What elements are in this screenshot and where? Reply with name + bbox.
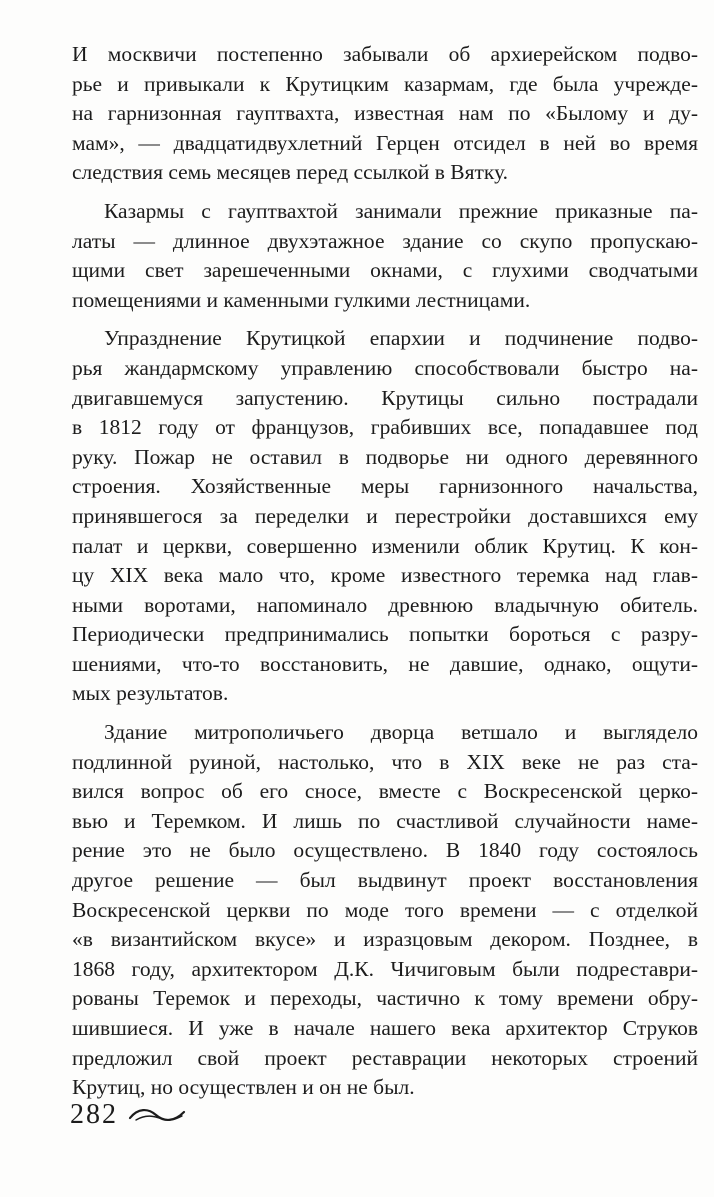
text-line: рье и привыкали к Крутицким казармам, где была учрежде-	[72, 71, 698, 96]
text-line: мых результатов.	[72, 681, 229, 706]
body-text	[72, 40, 698, 1103]
text-line: шениями, что-то восстановить, не давшие, однако, ощути-	[72, 651, 698, 676]
text-line: другое решение — был выдвинут проект восстановления	[72, 868, 698, 893]
text-line: шившиеся. И уже в начале нашего века архитектор Струков	[72, 1016, 698, 1040]
paragraph	[72, 40, 698, 188]
text-line: «в византийском вкусе» и изразцовым декором. Позднее, в	[72, 927, 698, 952]
text-line: Упразднение Крутицкой епархии и подчинение подво-	[104, 326, 698, 351]
text-line: Периодически предпринимались попытки бороться с разру-	[72, 622, 698, 647]
page-footer	[70, 1095, 188, 1135]
text-line: мам», — двадцатидвухлетний Герцен отсидел в ней во время	[72, 130, 698, 155]
text-line: рение это не было осуществлено. В 1840 году состоялось	[72, 838, 698, 863]
paragraph	[72, 324, 698, 709]
text-line: на гарнизонная гауптвахта, известная нам по «Былому и ду-	[72, 101, 698, 126]
text-line: строения. Хозяйственные меры гарнизонного начальства,	[72, 474, 698, 499]
text-line: вился вопрос об его сносе, вместе с Воскресенской церко-	[72, 779, 698, 804]
paragraph	[72, 197, 698, 315]
paragraph-gap	[72, 315, 698, 324]
text-line: Здание митрополичьего дворца ветшало и выглядело	[104, 720, 698, 745]
text-line: в 1812 году от французов, грабивших все, попадавшее под	[72, 415, 698, 440]
text-line: ными воротами, напоминало древнюю владычную обитель.	[72, 592, 698, 617]
text-line: Крутиц, но осуществлен и он не был.	[72, 1075, 415, 1100]
text-line: палат и церкви, совершенно изменили облик Крутиц. К кон-	[72, 533, 698, 558]
text-line: рья жандармскому управлению способствовали быстро на-	[72, 355, 698, 380]
paragraph-gap	[72, 188, 698, 197]
text-line: помещениями и каменными гулкими лестницами.	[72, 287, 531, 312]
text-line: руку. Пожар не оставил в подворье ни одного деревянного	[72, 444, 698, 469]
paragraph	[72, 718, 698, 1103]
text-line: щими свет зарешеченными окнами, с глухими сводчатыми	[72, 258, 698, 283]
text-line: Казармы с гауптвахтой занимали прежние приказные па-	[104, 198, 698, 223]
text-line: следствия семь месяцев перед ссылкой в Вятку.	[72, 160, 509, 185]
swash-ornament-icon	[128, 1104, 188, 1126]
text-line: цу XIX века мало что, кроме известного теремка над глав-	[72, 563, 698, 588]
page-number: 282	[70, 1099, 118, 1130]
text-line: предложил свой проект реставрации некоторых строений	[72, 1045, 698, 1070]
text-line: Воскресенской церкви по моде того времени — с отделкой	[72, 897, 698, 922]
text-line: латы — длинное двухэтажное здание со скупо пропускаю-	[72, 228, 698, 253]
paragraph-gap	[72, 709, 698, 718]
text-line: подлинной руиной, настолько, что в XIX веке не раз ста-	[72, 749, 698, 774]
text-line: рованы Теремок и переходы, частично к тому времени обру-	[72, 986, 698, 1011]
text-line: принявшегося за переделки и перестройки доставшихся ему	[72, 503, 698, 528]
text-line: 1868 году, архитектором Д.К. Чичиговым были подреставри-	[72, 956, 698, 981]
text-line: двигавшемуся запустению. Крутицы сильно пострадали	[72, 385, 698, 410]
text-line: вью и Теремком. И лишь по счастливой случайности наме-	[72, 808, 698, 833]
text-line: И москвичи постепенно забывали об архиерейском подво-	[72, 42, 698, 66]
